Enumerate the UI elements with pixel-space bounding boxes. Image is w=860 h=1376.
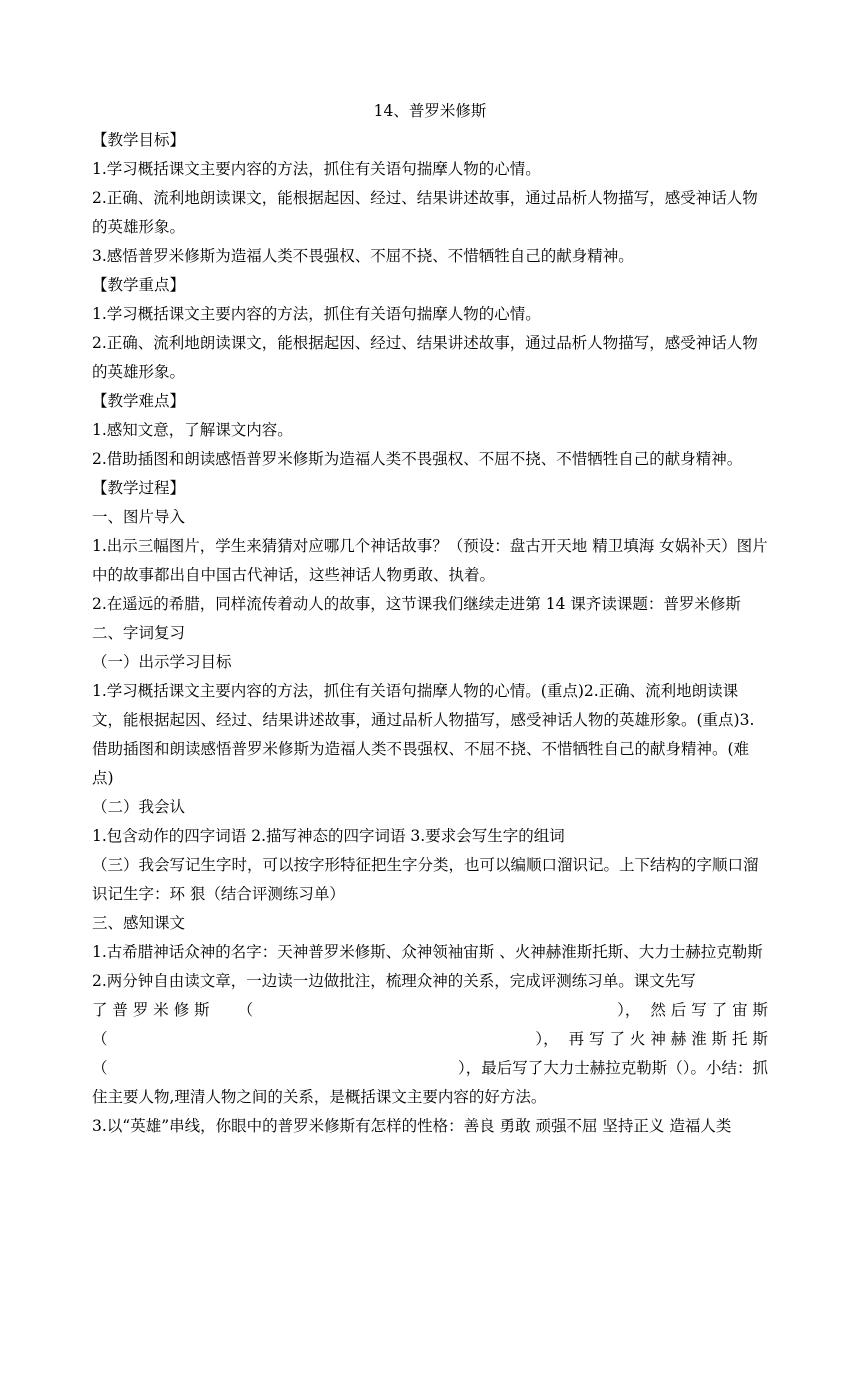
difficulty-item-1: 1.感知文意，了解课文内容。 <box>92 421 293 439</box>
part1-item-1: 1.出示三幅图片，学生来猜猜对应哪几个神话故事？（预设：盘古开天地 精卫填海 女娲补天）图片中的故事都出自中国古代神话，这些神话人物勇敢、执着。 <box>92 537 768 584</box>
key-point-item-1: 1.学习概括课文主要内容的方法，抓住有关语句揣摩人物的心情。 <box>92 305 541 323</box>
answer-blank-1 <box>238 996 641 1025</box>
part3-heading: 三、感知课文 <box>92 914 186 932</box>
process-heading: 【教学过程】 <box>92 479 186 497</box>
part2-sub2-text: 1.包含动作的四字词语 2.描写神态的四字词语 3.要求会写生字的组词 <box>92 827 565 845</box>
part3-item-2-summary: 住主要人物,理清人物之间的关系，是概括课文主要内容的好方法。 <box>92 1088 547 1106</box>
goal-item-3: 3.感悟普罗米修斯为造福人类不畏强权、不屈不挠、不惜牺牲自己的献身精神。 <box>92 247 634 265</box>
part3-item-3: 3.以“英雄”串线，你眼中的普罗米修斯有怎样的性格：善良 勇敢 顽强不屈 坚持正义 造福人类 <box>92 1117 732 1135</box>
fill-blank-line-2 <box>92 1025 768 1054</box>
part2-sub2-heading: （二）我会认 <box>92 798 186 816</box>
key-points-heading: 【教学重点】 <box>92 276 186 294</box>
part1-heading: 一、图片导入 <box>92 508 186 526</box>
lesson-plan-page <box>92 96 768 1141</box>
part3-item-1: 1.古希腊神话众神的名字：天神普罗米修斯、众神领袖宙斯 、火神赫淮斯托斯、大力士赫拉克勒斯 <box>92 943 763 961</box>
goals-heading: 【教学目标】 <box>92 131 186 149</box>
part2-sub1-text: 1.学习概括课文主要内容的方法，抓住有关语句揣摩人物的心情。(重点)2.正确、流利地朗读课文，能根据起因、经过、结果讲述故事，通过品析人物描写，感受神话人物的英雄形象。(重点)3.借助插图和朗读感悟普罗米修斯为造福人类不畏强权、不屈不挠、不惜牺牲自己的献身精神。(难点) <box>92 682 755 787</box>
fill-text: 再 写 了 火 神 赫 淮 斯 托 斯 <box>568 1030 768 1048</box>
blank-open-paren: （ <box>92 1030 108 1048</box>
part1-item-2: 2.在遥远的希腊，同样流传着动人的故事，这节课我们继续走进第 14 课齐读课题：普罗米修斯 <box>92 595 741 613</box>
difficulty-item-2: 2.借助插图和朗读感悟普罗米修斯为造福人类不畏强权、不屈不挠、不惜牺牲自己的献身精神。 <box>92 450 743 468</box>
goal-item-2: 2.正确、流利地朗读课文，能根据起因、经过、结果讲述故事，通过品析人物描写，感受神话人物的英雄形象。 <box>92 189 758 236</box>
blank-open-paren: （ <box>237 1001 254 1019</box>
fill-text: 了 普 罗 米 修 斯 <box>92 1001 210 1019</box>
fill-blank-line-1 <box>92 996 768 1025</box>
part2-sub3-text: （三）我会写记生字时，可以按字形特征把生字分类，也可以编顺口溜识记。上下结构的字顺口溜识记生字：环 狠（结合评测练习单） <box>92 856 759 903</box>
difficulties-heading: 【教学难点】 <box>92 392 186 410</box>
part3-item-2-lead: 2.两分钟自由读文章，一边读一边做批注，梳理众神的关系，完成评测练习单。课文先写 <box>92 972 696 990</box>
part2-heading: 二、字词复习 <box>92 624 186 642</box>
answer-blank-2 <box>92 1025 559 1054</box>
goal-item-1: 1.学习概括课文主要内容的方法，抓住有关语句揣摩人物的心情。 <box>92 160 541 178</box>
key-point-item-2: 2.正确、流利地朗读课文，能根据起因、经过、结果讲述故事，通过品析人物描写，感受神话人物的英雄形象。 <box>92 334 758 381</box>
blank-close-paren: ）， <box>535 1030 559 1048</box>
part3-item-2 <box>92 967 768 1112</box>
blank-open-paren: （ <box>92 1059 108 1077</box>
blank-close-paren: ）， <box>617 1001 641 1019</box>
fill-text: 然 后 写 了 宙 斯 <box>650 1001 768 1019</box>
part2-sub1-heading: （一）出示学习目标 <box>92 653 232 671</box>
page-title: 14、普罗米修斯 <box>373 102 487 120</box>
fill-text: ），最后写了大力士赫拉克勒斯（）。小结：抓 <box>457 1059 768 1077</box>
fill-blank-line-3 <box>92 1054 768 1083</box>
